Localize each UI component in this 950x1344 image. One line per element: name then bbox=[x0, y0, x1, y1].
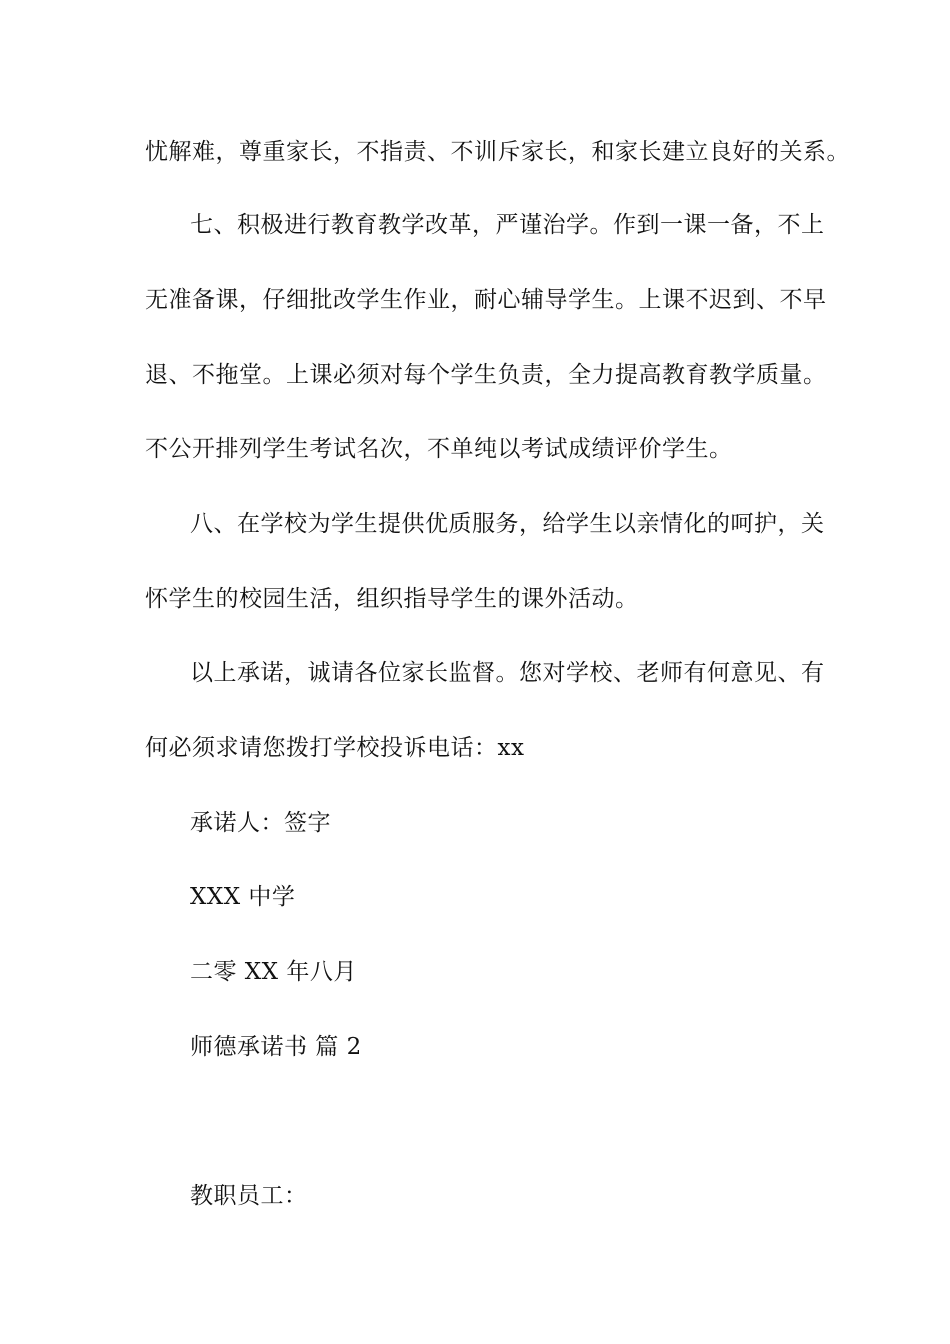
paragraph-line: 忧解难，尊重家长，不指责、不训斥家长，和家长建立良好的关系。 bbox=[145, 139, 850, 165]
school-name: XXX 中学 bbox=[190, 884, 296, 910]
paragraph-line: 无准备课，仔细批改学生作业，耐心辅导学生。上课不迟到、不早 bbox=[145, 287, 827, 313]
paragraph-line: 七、积极进行教育教学改革，严谨治学。作到一课一备，不上 bbox=[190, 212, 825, 238]
paragraph-line: 退、不拖堂。上课必须对每个学生负责，全力提高教育教学质量。 bbox=[145, 362, 827, 388]
paragraph-line: 八、在学校为学生提供优质服务，给学生以亲情化的呵护，关 bbox=[190, 511, 825, 537]
paragraph-line: 以上承诺，诚请各位家长监督。您对学校、老师有何意见、有 bbox=[190, 660, 825, 686]
paragraph-line: 何必须求请您拨打学校投诉电话：xx bbox=[145, 735, 525, 761]
signer-line: 承诺人：签字 bbox=[190, 810, 331, 836]
date-line: 二零 XX 年八月 bbox=[190, 959, 357, 985]
section-title: 师德承诺书 篇 2 bbox=[190, 1034, 362, 1060]
paragraph-line: 不公开排列学生考试名次，不单纯以考试成绩评价学生。 bbox=[145, 436, 733, 462]
paragraph-line: 怀学生的校园生活，组织指导学生的课外活动。 bbox=[145, 586, 639, 612]
salutation: 教职员工： bbox=[190, 1183, 308, 1209]
